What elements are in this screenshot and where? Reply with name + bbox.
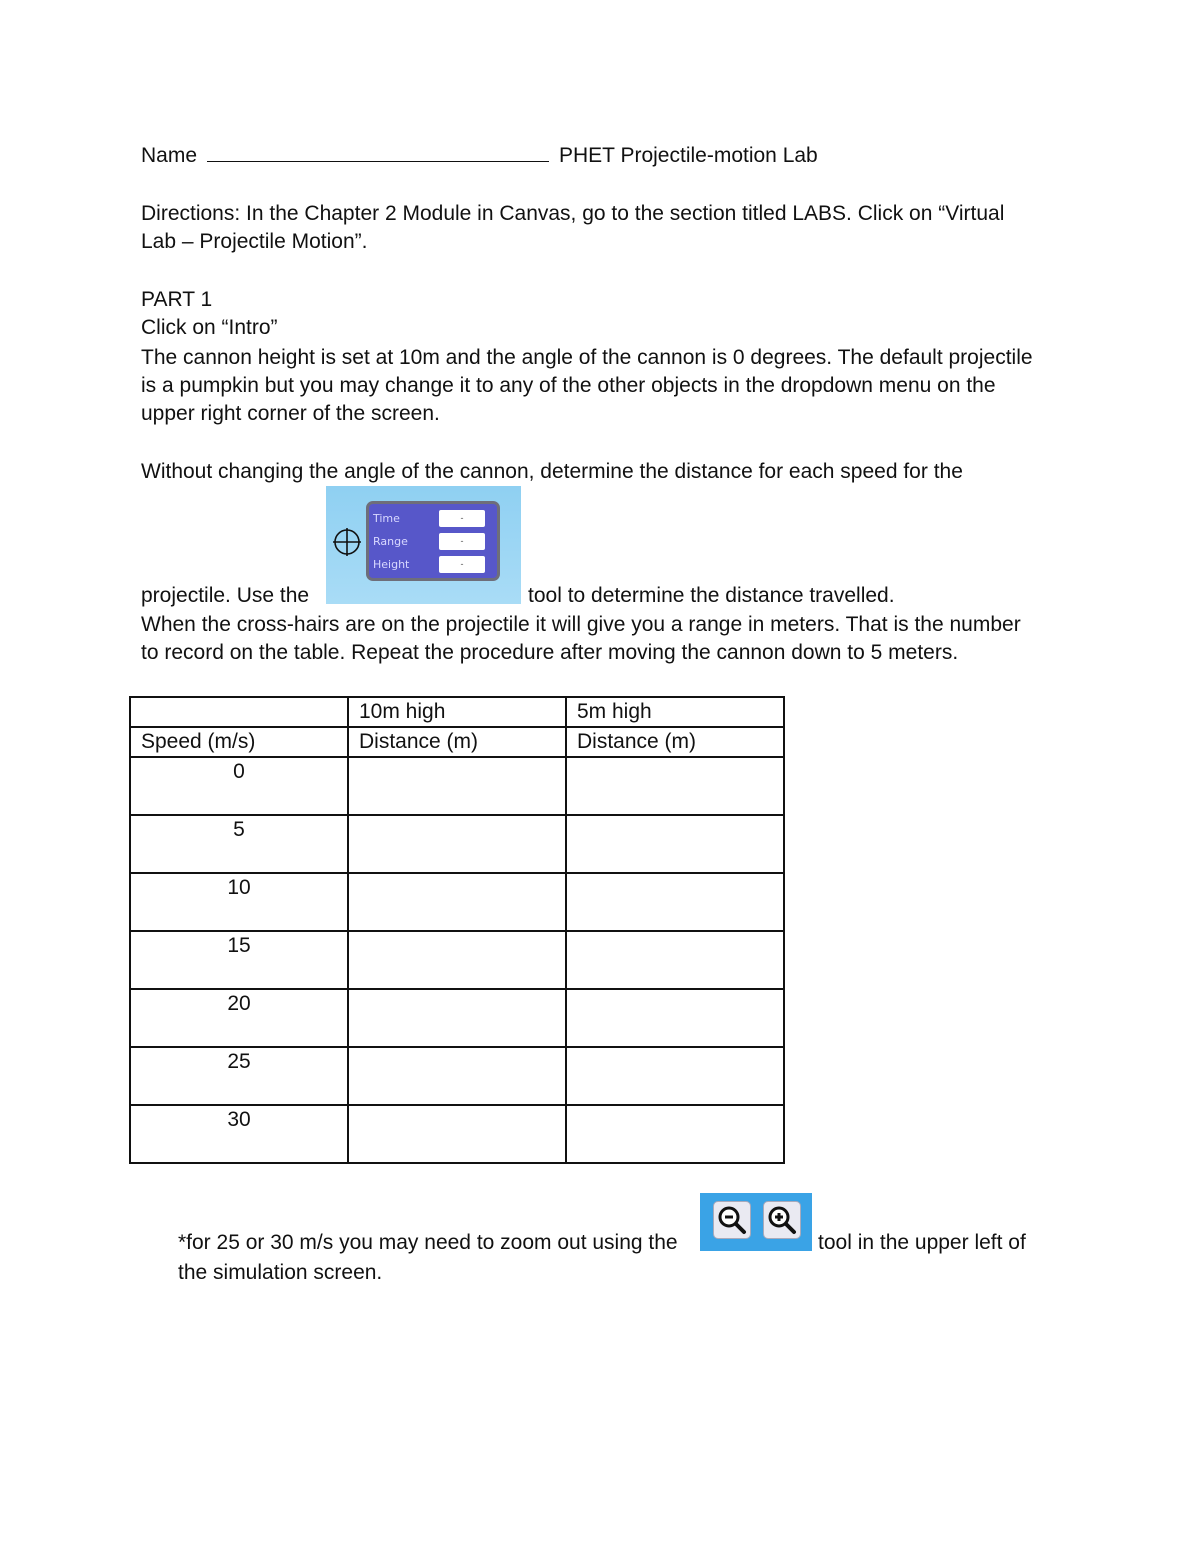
range-tool-image [326,486,521,604]
paragraph-1-line-1: The cannon height is set at 10m and the angle of the cannon is 0 degrees. The default projectile [141,346,1033,369]
distance-5m-cell[interactable] [566,1047,784,1105]
distance-10m-cell[interactable] [348,757,566,815]
note-line-2: the simulation screen. [178,1261,383,1284]
table-row [130,1105,784,1163]
name-blank[interactable] [207,143,549,162]
table-row [130,931,784,989]
tool-row-time [373,510,495,528]
speed-cell: 5 [130,815,348,873]
table-header-cell: 10m high [348,697,566,727]
zoom-in-icon [763,1201,801,1239]
speed-cell: 15 [130,931,348,989]
distance-table [129,696,785,1164]
directions-line-1: Directions: In the Chapter 2 Module in Canvas, go to the section titled LABS. Click on “Virtual [141,202,1005,225]
table-header-cell: Distance (m) [566,727,784,757]
speed-cell: 30 [130,1105,348,1163]
distance-10m-cell[interactable] [348,1047,566,1105]
distance-5m-cell[interactable] [566,815,784,873]
tool-value: - [439,533,485,550]
tool-row-range [373,533,495,551]
paragraph-2-line-2-after: tool to determine the distance travelled. [528,584,895,607]
directions-line-2: Lab – Projectile Motion”. [141,230,368,253]
speed-cell: 25 [130,1047,348,1105]
tool-value: - [439,510,485,527]
tool-label: Height [373,558,410,571]
part1-click-intro: Click on “Intro” [141,316,278,339]
distance-10m-cell[interactable] [348,931,566,989]
tool-label: Time [373,512,400,525]
distance-5m-cell[interactable] [566,873,784,931]
distance-10m-cell[interactable] [348,1105,566,1163]
speed-cell: 20 [130,989,348,1047]
zoom-out-icon [713,1201,751,1239]
crosshair-icon [333,528,361,556]
paragraph-1-line-2: is a pumpkin but you may change it to any of the other objects in the dropdown menu on the [141,374,996,397]
paragraph-2-line-2-before: projectile. Use the [141,584,310,607]
distance-10m-cell[interactable] [348,989,566,1047]
table-header-cell: Distance (m) [348,727,566,757]
paragraph-3-line-2: to record on the table. Repeat the procedure after moving the cannon down to 5 meters. [141,641,959,664]
distance-5m-cell[interactable] [566,931,784,989]
part1-heading: PART 1 [141,288,213,311]
note-line-1-after: tool in the upper left of [818,1231,1026,1254]
paragraph-2-line-1: Without changing the angle of the cannon, determine the distance for each speed for the [141,460,963,483]
table-row [130,757,784,815]
lab-title: PHET Projectile-motion Lab [559,144,818,167]
zoom-tool-image [700,1193,812,1251]
distance-5m-cell[interactable] [566,989,784,1047]
table-row [130,1047,784,1105]
table-header-cell: 5m high [566,697,784,727]
table-header-cell [130,697,348,727]
table-header-row [130,727,784,757]
distance-5m-cell[interactable] [566,1105,784,1163]
tool-value: - [439,556,485,573]
range-tool-panel [366,501,500,581]
name-label: Name [141,144,198,167]
speed-cell: 0 [130,757,348,815]
paragraph-1-line-3: upper right corner of the screen. [141,402,440,425]
table-row [130,989,784,1047]
table-header-row [130,697,784,727]
distance-10m-cell[interactable] [348,873,566,931]
paragraph-3-line-1: When the cross-hairs are on the projectile it will give you a range in meters. That is the number [141,613,1021,636]
distance-5m-cell[interactable] [566,757,784,815]
name-field-line [141,142,549,170]
speed-cell: 10 [130,873,348,931]
tool-label: Range [373,535,408,548]
distance-10m-cell[interactable] [348,815,566,873]
tool-row-height [373,556,495,574]
table-header-cell: Speed (m/s) [130,727,348,757]
note-line-1-before: *for 25 or 30 m/s you may need to zoom out using the [178,1231,678,1254]
table-row [130,815,784,873]
table-row [130,873,784,931]
